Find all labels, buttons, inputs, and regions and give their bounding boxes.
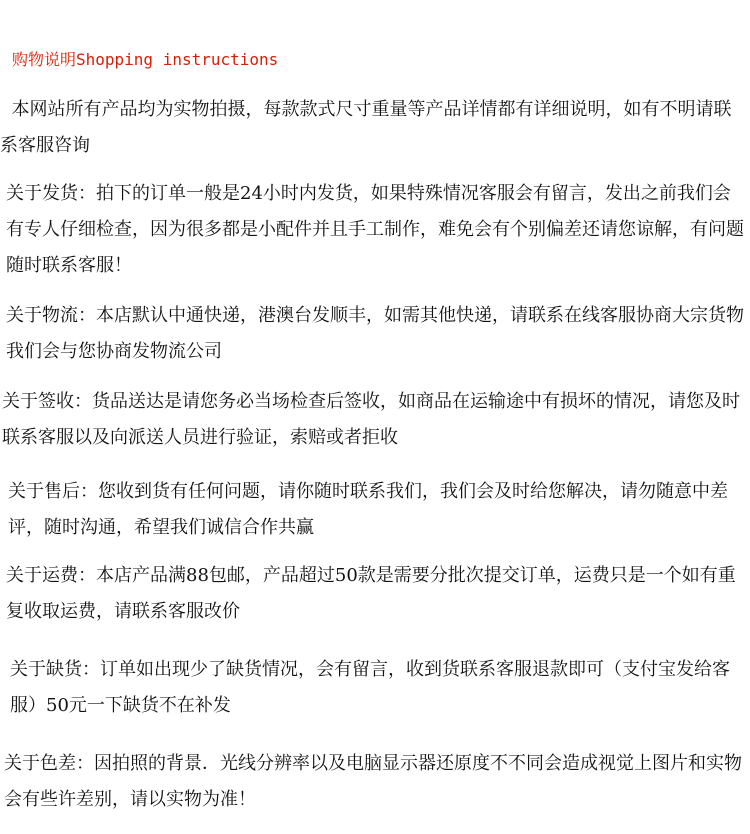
signing-paragraph: 关于签收：货品送达是请您务必当场检查后签收，如商品在运输途中有损坏的情况，请您及时联系客服以及向派送人员进行验证，索赔或者拒收: [2, 391, 740, 448]
stockout-paragraph: 关于缺货：订单如出现少了缺货情况，会有留言，收到货联系客服退款即可（支付宝发给客服）50元一下缺货不在补发: [10, 659, 730, 716]
freight-paragraph: 关于运费：本店产品满88包邮，产品超过50款是需要分批次提交订单，运费只是一个如有重复收取运费，请联系客服改价: [6, 565, 736, 622]
intro-paragraph: 本网站所有产品均为实物拍摄，每款款式尺寸重量等产品详情都有详细说明，如有不明请联系客服咨询: [0, 99, 732, 156]
shipping-paragraph: 关于发货：拍下的订单一般是24小时内发货，如果特殊情况客服会有留言，发出之前我们会有专人仔细检查，因为很多都是小配件并且手工制作，难免会有个别偏差还请您谅解，有问题随时联系客服！: [6, 183, 744, 276]
after-sales-paragraph: 关于售后：您收到货有任何问题，请你随时联系我们，我们会及时给您解决，请勿随意中差评，随时沟通，希望我们诚信合作共赢: [8, 481, 728, 538]
color-difference-paragraph: 关于色差：因拍照的背景．光线分辨率以及电脑显示器还原度不不同会造成视觉上图片和实物会有些许差别，请以实物为准！: [4, 753, 742, 810]
logistics-paragraph: 关于物流：本店默认中通快递，港澳台发顺丰，如需其他快递，请联系在线客服协商大宗货物我们会与您协商发物流公司: [6, 305, 744, 362]
page-title: 购物说明Shopping instructions: [12, 50, 279, 69]
